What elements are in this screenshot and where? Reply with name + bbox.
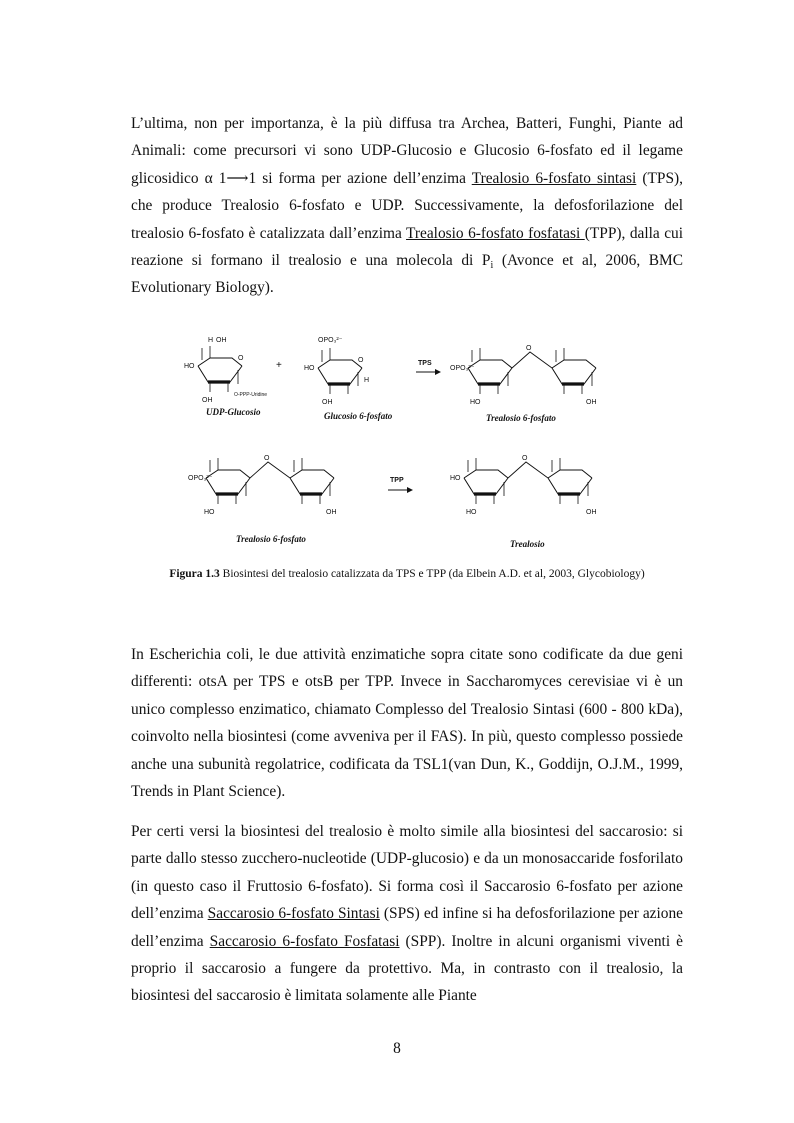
text-run: (TPS), che produce Trealosio 6-fosfato e UDP. Successivamente, la defosforilazione del trealosio 6-fosfato è catalizzata dall’enzima (131, 169, 683, 242)
paragraph-2: In Escherichia coli, le due attività enzimatiche sopra citate sono codificate da due geni differenti: otsA per TPS e otsB per TPP. Invece in Saccharomyces cerevisiae vi è un unico complesso enzimatico, chiamato Complesso del Trealosio Sintasi (600 - 800 kDa), coinvolto nella biosintesi (come avveniva per il FAS). In più, questo complesso possiede anche una subunità regolatrice, codificata da TSL1(van Dun, K., Goddijn, O.J.M., 1999, Trends in Plant Science). (131, 646, 683, 801)
tpp-arrow-label: TPP (390, 477, 404, 484)
glucose-6-phosphate-structure (304, 337, 369, 406)
atom-label: HO (184, 363, 195, 370)
label-glucosio-6-fosfato: Glucosio 6-fosfato (324, 411, 393, 421)
subscript-i: i (490, 260, 494, 272)
atom-label: OPO₃²⁻ (188, 475, 213, 482)
enzyme-tpp-term: Trealosio 6-fosfato fosfatasi (406, 224, 585, 242)
text-run: (SPP). Inoltre in alcuni organismi viventi è proprio il saccarosio a fungere da protettivo. Ma, in contrasto con il trealosio, la biosintesi del saccarosio è limitata solamente alle Piante (131, 932, 683, 1005)
label-udp-glucosio: UDP-Glucosio (206, 407, 261, 417)
atom-label: O (238, 355, 244, 362)
text-run: L’ultima, non per importanza, è la più diffusa tra Archea, Batteri, Funghi, Piante ad Animali: come precursori vi sono UDP-Glucosio e Glucosio 6-fosfato ed il legame glicosidico α 1⟶1 si forma per azione dell’enzima (131, 115, 683, 187)
atom-label: OH (586, 509, 597, 516)
text-run: (SPS) ed infine si ha defosforilazione per azione dell’enzima (131, 905, 684, 950)
atom-label: HO (470, 399, 481, 406)
trehalose-structure (450, 455, 597, 516)
atom-label: OH (326, 509, 337, 516)
atom-label: OPO₃²⁻ (450, 365, 475, 372)
atom-label: OH (586, 399, 597, 406)
enzyme-sps-term: Saccarosio 6-fosfato Sintasi (207, 905, 380, 923)
atom-label: OPO₃²⁻ (318, 337, 343, 344)
label-trealosio-6-fosfato-top: Trealosio 6-fosfato (486, 413, 556, 423)
label-trealosio-6-fosfato-bottom: Trealosio 6-fosfato (236, 534, 306, 544)
atom-label: O (526, 345, 532, 352)
trehalose-6-phosphate-structure-top (450, 345, 597, 406)
paragraph-1 (131, 110, 683, 302)
text-run: (TPP), dalla cui reazione si formano il trealosio e una molecola di P (131, 224, 684, 270)
atom-label: HO (450, 475, 461, 482)
trehalose-6-phosphate-structure-bottom (188, 455, 337, 516)
figure-caption (131, 564, 683, 584)
trehalose-biosynthesis-scheme (178, 328, 618, 554)
text-run: Per certi versi la biosintesi del trealosio è molto simile alla biosintesi del saccarosio: si parte dallo stesso zucchero-nucleotide (UDP-glucosio) e da un monosaccaride fosforilato (in questo caso il Fruttosio 6-fosfato). Si forma così il Saccarosio 6-fosfato per azione dell’enzima (131, 823, 683, 923)
atom-label: H (208, 337, 214, 344)
page-number: 8 (393, 1040, 401, 1057)
label-trealosio: Trealosio (510, 539, 545, 549)
atom-label: OH (216, 337, 227, 344)
text-run: (Avonce et al, 2006, BMC Evolutionary Biology). (131, 252, 683, 297)
atom-label: OH (322, 399, 333, 406)
atom-label: O (358, 357, 364, 364)
atom-label: HO (304, 365, 315, 372)
atom-label: HO (466, 509, 477, 516)
enzyme-tps-term: Trealosio 6-fosfato sintasi (471, 169, 637, 187)
reaction-figure (178, 328, 618, 554)
atom-label: H (364, 377, 370, 384)
tps-arrow-label: TPS (418, 360, 432, 367)
plus-sign: + (276, 360, 282, 371)
paragraph-3 (131, 818, 683, 1010)
caption-label: Figura 1.3 (169, 568, 220, 580)
enzyme-spp-term: Saccarosio 6-fosfato Fosfatasi (209, 932, 400, 950)
atom-label: O (522, 455, 528, 462)
atom-label: O-PPP-Uridine (234, 392, 268, 398)
atom-label: O (264, 455, 270, 462)
atom-label: HO (204, 509, 215, 516)
caption-text: Biosintesi del trealosio catalizzata da TPS e TPP (da Elbein A.D. et al, 2003, Glycobiology) (219, 568, 645, 580)
atom-label: OH (202, 397, 213, 404)
udp-glucose-structure (184, 337, 267, 404)
